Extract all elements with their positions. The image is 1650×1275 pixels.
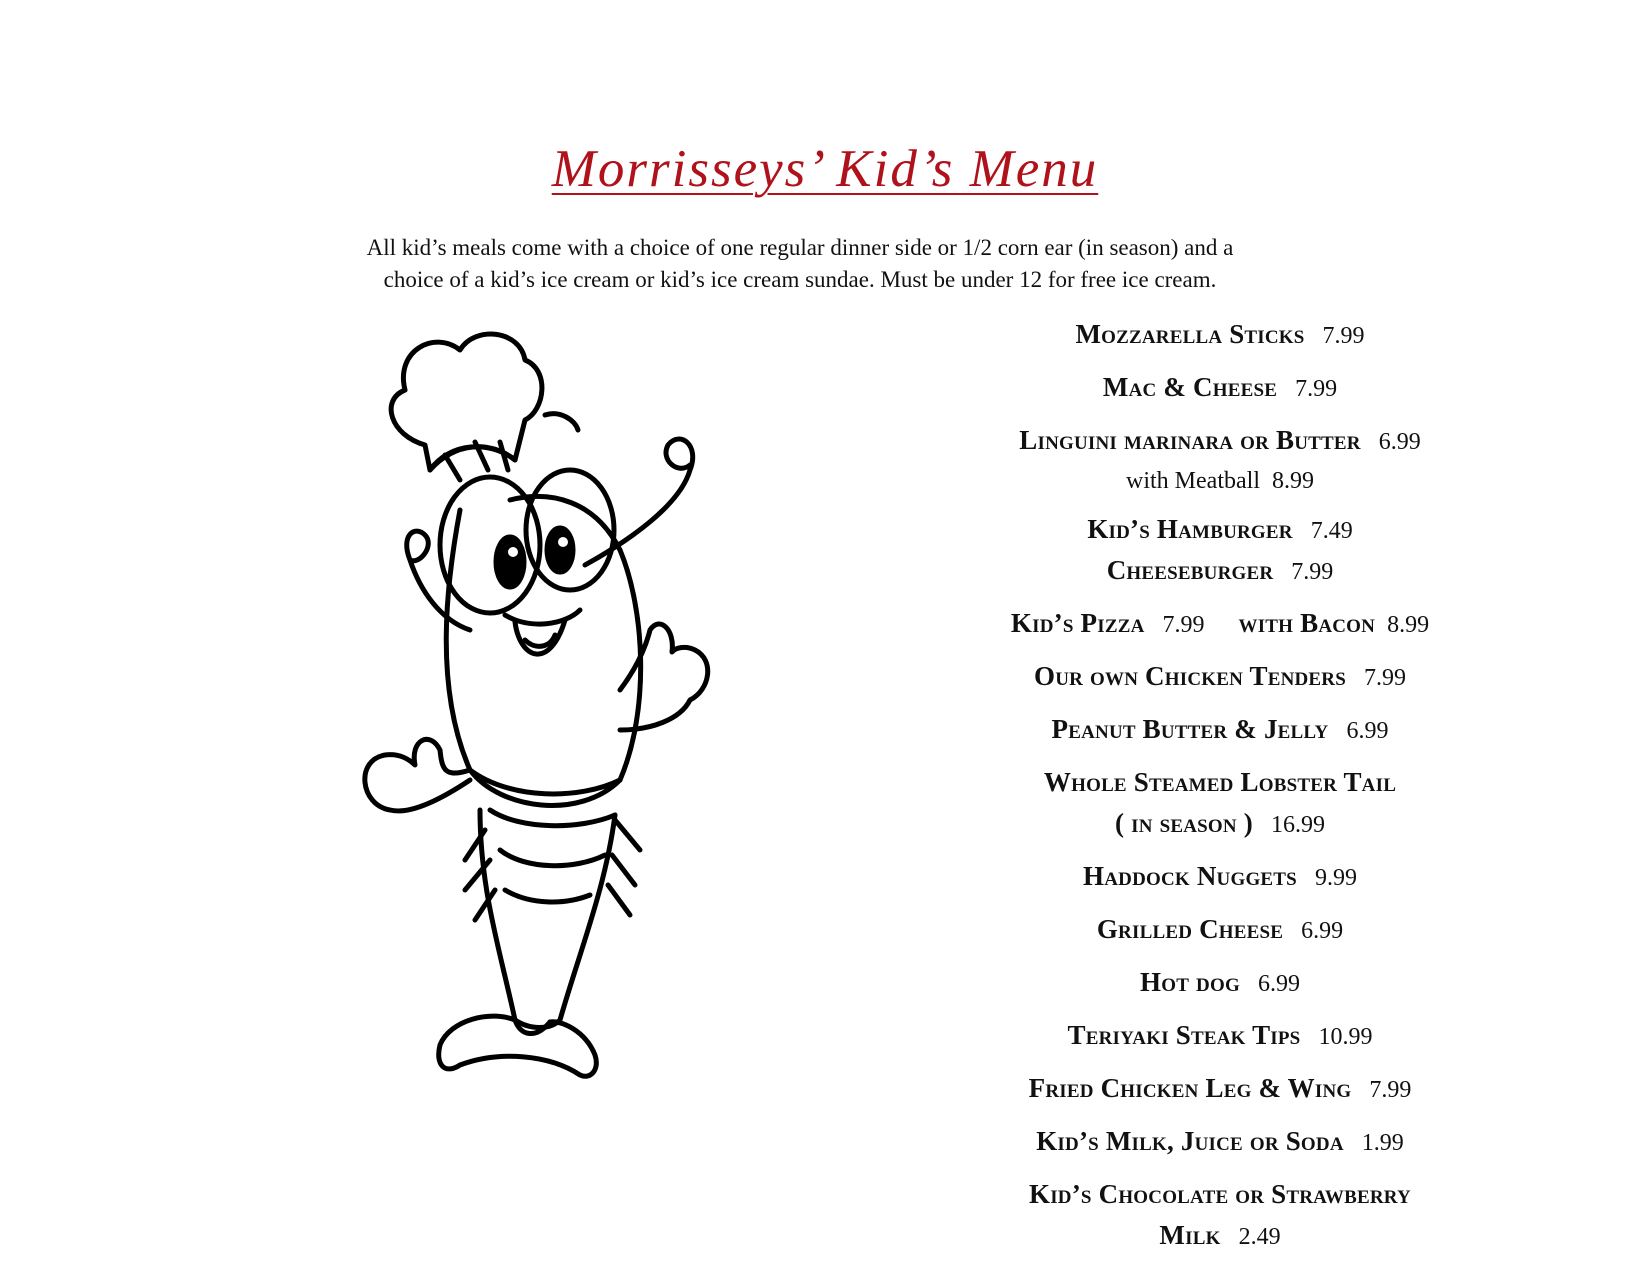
menu-item-chocolate-strawberry-milk-line2 xyxy=(960,1217,1480,1258)
item-name: Whole Steamed Lobster Tail xyxy=(1043,767,1397,797)
item-price: 6.99 xyxy=(1346,718,1389,744)
item-name: Kid’s Hamburger xyxy=(1087,514,1293,544)
menu-item-kids-hamburger xyxy=(960,511,1480,552)
item-price: 6.99 xyxy=(1378,429,1421,455)
item-price: 16.99 xyxy=(1270,812,1325,838)
menu-item-chocolate-strawberry-milk xyxy=(960,1176,1480,1217)
intro-line-1: All kid’s meals come with a choice of one regular dinner side or 1/2 corn ear (in season) and a xyxy=(366,235,1234,260)
item-price: 10.99 xyxy=(1318,1024,1373,1050)
chef-shrimp-mascot-icon xyxy=(350,330,790,1150)
item-extra-name: with Bacon xyxy=(1238,608,1376,638)
item-price: 6.99 xyxy=(1257,971,1300,997)
item-variant-price: 8.99 xyxy=(1271,468,1314,494)
item-price: 1.99 xyxy=(1361,1130,1404,1156)
menu-item-fried-chicken-leg-wing xyxy=(960,1070,1480,1111)
item-name: Kid’s Milk, Juice or Soda xyxy=(1036,1126,1344,1156)
item-name: Haddock Nuggets xyxy=(1083,861,1297,891)
item-name: Kid’s Chocolate or Strawberry xyxy=(1029,1179,1411,1209)
item-variant-price: 7.99 xyxy=(1291,559,1334,585)
item-price: 2.49 xyxy=(1238,1224,1281,1250)
item-name: Fried Chicken Leg & Wing xyxy=(1028,1073,1352,1103)
item-price: 9.99 xyxy=(1314,865,1357,891)
menu-item-hot-dog xyxy=(960,964,1480,1005)
menu-item-mozzarella-sticks xyxy=(960,316,1480,357)
item-price: 7.99 xyxy=(1363,665,1406,691)
menu-item-kids-pizza xyxy=(960,605,1480,646)
item-price: 7.99 xyxy=(1369,1077,1412,1103)
item-price: 6.99 xyxy=(1301,918,1344,944)
item-name: Grilled Cheese xyxy=(1096,914,1284,944)
item-name: Mac & Cheese xyxy=(1102,372,1278,402)
item-price: 7.99 xyxy=(1322,323,1365,349)
menu-item-cheeseburger xyxy=(960,552,1480,593)
item-name: Teriyaki Steak Tips xyxy=(1067,1020,1301,1050)
item-variant-name: with Meatball xyxy=(1126,468,1260,494)
menu-item-grilled-cheese xyxy=(960,911,1480,952)
intro-line-2: choice of a kid’s ice cream or kid’s ice cream sundae. Must be under 12 for free ice cream. xyxy=(383,267,1217,292)
menu-item-teriyaki-steak-tips xyxy=(960,1017,1480,1058)
menu-item-kids-drinks xyxy=(960,1123,1480,1164)
menu-item-chicken-tenders xyxy=(960,658,1480,699)
item-name: Mozzarella Sticks xyxy=(1075,319,1305,349)
menu-item-linguini-meatball xyxy=(960,463,1480,499)
item-price: 7.99 xyxy=(1162,612,1205,638)
item-name: Hot dog xyxy=(1140,967,1240,997)
item-name: Our own Chicken Tenders xyxy=(1034,661,1346,691)
menu-title: Morrisseys’ Kid’s Menu xyxy=(551,140,1099,198)
item-name-continued: Milk xyxy=(1159,1220,1221,1250)
item-extra-price: 8.99 xyxy=(1387,612,1430,638)
item-variant-name: Cheeseburger xyxy=(1106,555,1274,585)
menu-item-lobster-tail xyxy=(960,764,1480,805)
menu-item-linguini xyxy=(960,422,1480,463)
intro-text xyxy=(300,232,1300,296)
menu-item-peanut-butter-jelly xyxy=(960,711,1480,752)
item-price: 7.49 xyxy=(1310,518,1353,544)
item-note: ( in season ) xyxy=(1115,808,1253,838)
item-price: 7.99 xyxy=(1295,376,1338,402)
menu-item-mac-and-cheese xyxy=(960,369,1480,410)
item-name: Kid’s Pizza xyxy=(1010,608,1145,638)
menu-list xyxy=(960,316,1480,1258)
item-name: Peanut Butter & Jelly xyxy=(1051,714,1329,744)
menu-item-haddock-nuggets xyxy=(960,858,1480,899)
menu-item-lobster-tail-season xyxy=(960,805,1480,846)
item-name: Linguini marinara or Butter xyxy=(1019,425,1361,455)
